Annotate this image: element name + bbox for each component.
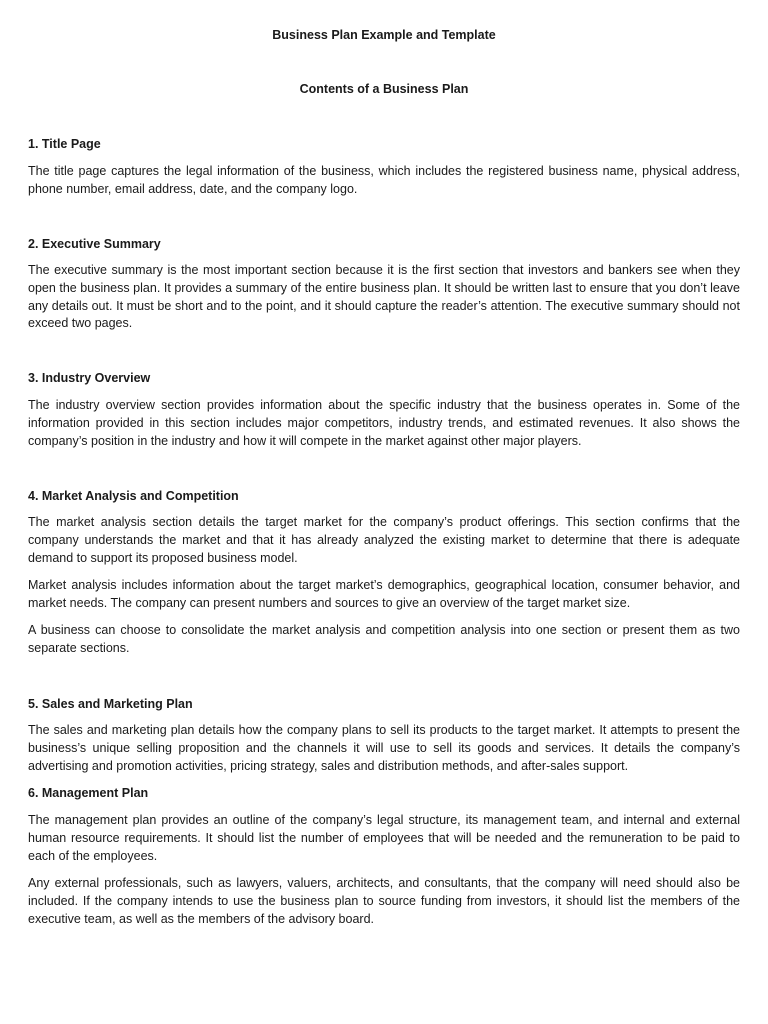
document-title: Business Plan Example and Template [272, 28, 496, 42]
section-heading-industry-overview: 3. Industry Overview [28, 371, 151, 385]
paragraph: The market analysis section details the target market for the company’s product offerings. This section confirms that the company understands the market and that it has already analyzed the existing market to determine that there is adequate demand to support its proposed business model. [28, 515, 740, 565]
paragraph: The executive summary is the most important section because it is the first section that investors and bankers see when they open the business plan. It provides a summary of the entire business plan. It should be written last to ensure that you don’t leave any details out. It must be short and to the point, and it should capture the reader’s attention. The executive summary should not exceed two pages. [28, 263, 740, 331]
paragraph: A business can choose to consolidate the market analysis and competition analysis into one section or present them as two separate sections. [28, 623, 740, 655]
paragraph: The management plan provides an outline of the company’s legal structure, its management team, and internal and external human resource requirements. It should list the number of employees that will be needed and the remuneration to be paid to each of the employees. [28, 813, 740, 863]
section-heading-executive-summary: 2. Executive Summary [28, 237, 161, 251]
section-heading-sales-marketing: 5. Sales and Marketing Plan [28, 697, 193, 711]
paragraph: The sales and marketing plan details how the company plans to sell its products to the target market. It attempts to present the business’s unique selling proposition and the channels it will use to sell its goods and services. It details the company’s advertising and promotion activities, pricing strategy, sales and distribution methods, and after-sales support. [28, 723, 740, 773]
paragraph: Market analysis includes information about the target market’s demographics, geographical location, consumer behavior, and market needs. The company can present numbers and sources to give an overview of the target market size. [28, 578, 740, 610]
section-heading-management-plan: 6. Management Plan [28, 786, 149, 800]
paragraph: The title page captures the legal information of the business, which includes the registered business name, physical address, phone number, email address, date, and the company logo. [28, 164, 740, 196]
paragraph: Any external professionals, such as lawyers, valuers, architects, and consultants, that the company will need should also be included. If the company intends to use the business plan to source funding from investors, it should list the members of the executive team, as well as the members of the advisory board. [28, 876, 740, 926]
paragraph: The industry overview section provides information about the specific industry that the business operates in. Some of the information provided in this section includes major competitors, industry trends, and estimated revenues. It also shows the company’s position in the industry and how it will compete in the market against other major players. [28, 398, 740, 448]
section-heading-title-page: 1. Title Page [28, 137, 101, 151]
document-subtitle: Contents of a Business Plan [299, 82, 469, 96]
section-heading-market-analysis: 4. Market Analysis and Competition [28, 489, 239, 503]
